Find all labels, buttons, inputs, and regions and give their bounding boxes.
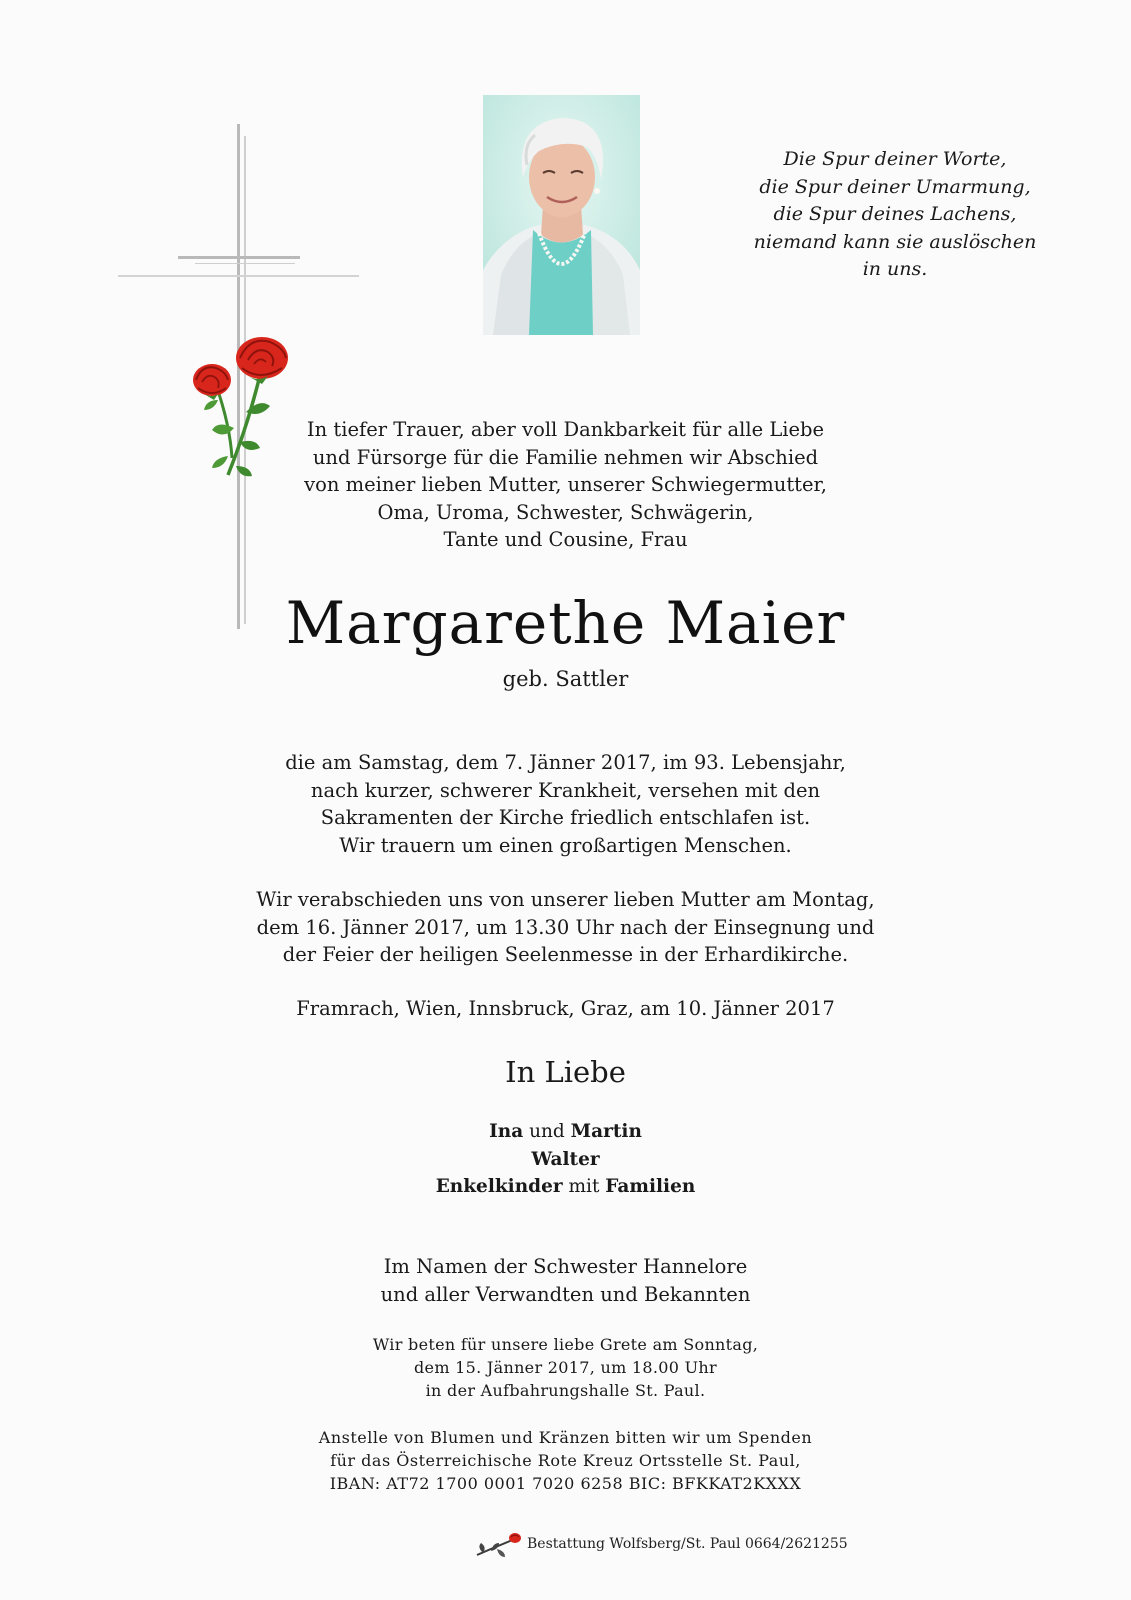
family-line <box>0 1173 1131 1201</box>
donation-line: IBAN: AT72 1700 0001 7020 6258 BIC: BFKKAT2KXXX <box>329 1474 802 1493</box>
family-member: Familien <box>605 1176 696 1197</box>
family-signatures <box>0 1118 1131 1201</box>
intro-line: von meiner lieben Mutter, unserer Schwiegermutter, <box>304 473 827 496</box>
prayer-line: in der Aufbahrungshalle St. Paul. <box>425 1381 706 1400</box>
family-member: Martin <box>570 1121 642 1142</box>
family-member: Ina <box>489 1121 524 1142</box>
death-line: Wir trauern um einen großartigen Menschen. <box>339 833 792 857</box>
quote-line: die Spur deiner Umarmung, <box>759 175 1031 198</box>
farewell-line: dem 16. Jänner 2017, um 13.30 Uhr nach der Einsegnung und <box>256 915 875 939</box>
prayer-line: dem 15. Jänner 2017, um 18.00 Uhr <box>414 1358 717 1377</box>
relatives-note <box>0 1253 1131 1308</box>
family-member: Enkelkinder <box>435 1176 563 1197</box>
death-notice <box>0 749 1131 859</box>
farewell-line: der Feier der heiligen Seelenmesse in der Erhardikirche. <box>282 943 849 966</box>
intro-line: Oma, Uroma, Schwester, Schwägerin, <box>377 500 754 524</box>
donation-notice <box>0 1426 1131 1495</box>
rose-icon <box>475 1529 523 1559</box>
birth-name: geb. Sattler <box>502 667 629 691</box>
donation-line: Anstelle von Blumen und Kränzen bitten wir um Spenden <box>318 1428 813 1447</box>
family-conjunction: mit <box>568 1176 600 1197</box>
death-line: Sakramenten der Kirche friedlich entschlafen ist. <box>320 806 811 829</box>
quote-line: die Spur deines Lachens, <box>773 203 1017 225</box>
deceased-name: Margarethe Maier <box>285 589 846 657</box>
quote-line: Die Spur deiner Worte, <box>783 148 1007 170</box>
donation-line: für das Österreichische Rote Kreuz Ortsstelle St. Paul, <box>330 1451 801 1470</box>
family-conjunction: und <box>529 1121 565 1142</box>
relatives-line: und aller Verwandten und Bekannten <box>380 1282 751 1306</box>
quote-block <box>740 146 1050 284</box>
death-line: nach kurzer, schwerer Krankheit, versehen mit den <box>310 778 821 802</box>
quote-line: niemand kann sie auslöschen <box>753 230 1037 253</box>
prayer-line: Wir beten für unsere liebe Grete am Sonntag, <box>372 1335 759 1354</box>
farewell-notice <box>0 886 1131 969</box>
in-love-heading: In Liebe <box>505 1055 626 1089</box>
family-member: Walter <box>531 1148 600 1170</box>
intro-line: Tante und Cousine, Frau <box>443 528 688 551</box>
footer-text: Bestattung Wolfsberg/St. Paul 0664/2621255 <box>527 1536 848 1552</box>
death-line: die am Samstag, dem 7. Jänner 2017, im 93. Lebensjahr, <box>285 751 846 774</box>
farewell-line: Wir verabschieden uns von unserer lieben Mutter am Montag, <box>256 888 875 911</box>
place-date: Framrach, Wien, Innsbruck, Graz, am 10. Jänner 2017 <box>296 997 835 1020</box>
intro-text <box>0 416 1131 554</box>
prayer-notice <box>0 1333 1131 1402</box>
funeral-home-footer <box>475 1528 848 1560</box>
intro-line: In tiefer Trauer, aber voll Dankbarkeit für alle Liebe <box>306 418 825 441</box>
portrait-photo <box>483 95 640 335</box>
family-line <box>0 1118 1131 1146</box>
quote-line: in uns. <box>862 258 928 280</box>
relatives-line: Im Namen der Schwester Hannelore <box>383 1255 748 1278</box>
intro-line: und Fürsorge für die Familie nehmen wir Abschied <box>312 445 819 469</box>
